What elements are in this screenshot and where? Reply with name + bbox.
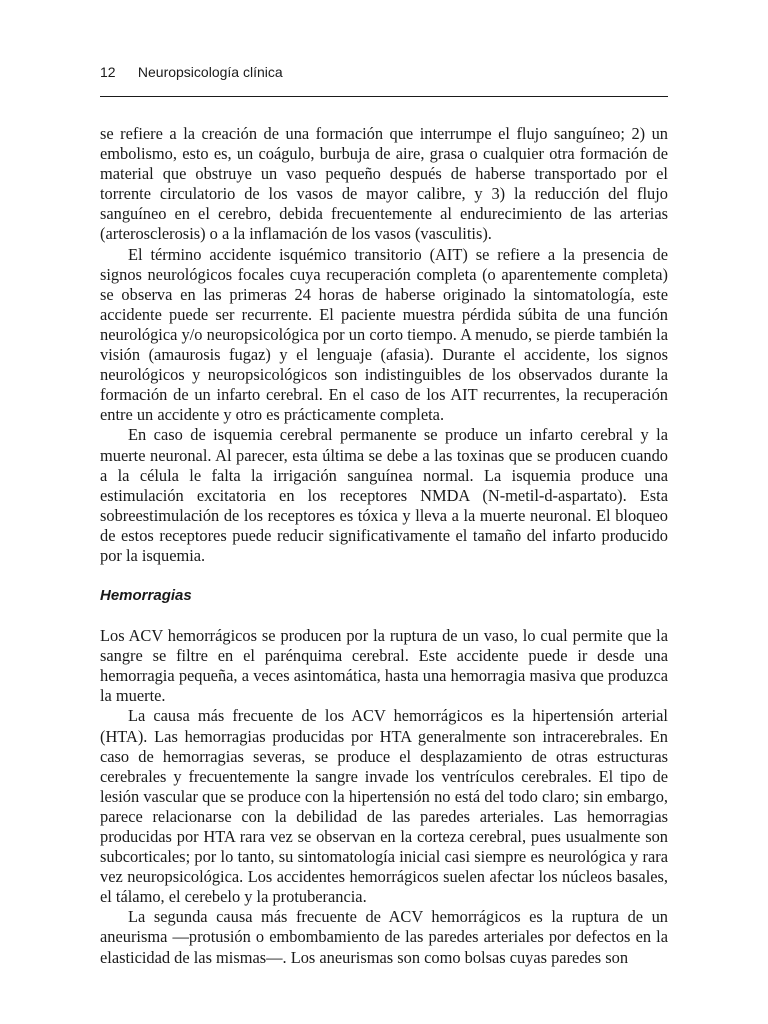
section-heading: Hemorragias [100, 587, 192, 605]
page-body [100, 124, 668, 968]
paragraph: Los ACV hemorrágicos se producen por la ruptura de un vaso, lo cual permite que la sangre se filtre en el parénquima cerebral. Este accidente puede ir desde una hemorragia pequeña, a veces asintomática, hasta una hemorragia masiva que produzca la muerte. [100, 626, 668, 706]
paragraph: El término accidente isquémico transitorio (AIT) se refiere a la presencia de signos neurológicos focales cuya recuperación completa (o aparentemente completa) se observa en las primeras 24 horas de haberse originado la sintomatología, este accidente puede ser recurrente. El paciente muestra pérdida súbita de una función neurológica y/o neuropsicológica por un corto tiempo. A menudo, se pierde también la visión (amaurosis fugaz) y el lenguaje (afasia). Durante el accidente, los signos neurológicos y neuropsicológicos son indistinguibles de los observados durante la formación de un infarto cerebral. En el caso de los AIT recurrentes, la recuperación entre un accidente y otro es prácticamente completa. [100, 244, 668, 425]
running-header [100, 64, 668, 88]
page-number: 12 [100, 64, 116, 80]
running-title: Neuropsicología clínica [137, 64, 283, 80]
header-rule [100, 96, 668, 97]
paragraph: En caso de isquemia cerebral permanente se produce un infarto cerebral y la muerte neuronal. Al parecer, esta última se debe a las toxinas que se producen cuando a la célula le falta la irrigación sanguínea normal. La isquemia produce una estimulación excitatoria en los receptores NMDA (N-metil-d-aspartato). Esta sobreestimulación de los receptores es tóxica y lleva a la muerte neuronal. El bloqueo de estos receptores puede reducir significativamente el tamaño del infarto producido por la isquemia. [100, 425, 668, 565]
paragraph: se refiere a la creación de una formación que interrumpe el flujo sanguíneo; 2) un embolismo, esto es, un coágulo, burbuja de aire, grasa o cualquier otra formación de material que obstruye un vaso pequeño después de haberse transportado por el torrente circulatorio de los vasos de mayor calibre, y 3) la reducción del flujo sanguíneo en el cerebro, debida frecuentemente al endurecimiento de las arterias (arterosclerosis) o a la inflamación de los vasos (vasculitis). [100, 124, 668, 244]
paragraph: La segunda causa más frecuente de ACV hemorrágicos es la ruptura de un aneurisma —protusión o embombamiento de las paredes arteriales por defectos en la elasticidad de las mismas—. Los aneurismas son como bolsas cuyas paredes son [100, 907, 668, 967]
paragraph: La causa más frecuente de los ACV hemorrágicos es la hipertensión arterial (HTA). Las hemorragias producidas por HTA generalmente son intracerebrales. En caso de hemorragias severas, se produce el desplazamiento de otras estructuras cerebrales y frecuentemente la sangre invade los ventrículos cerebrales. El tipo de lesión vascular que se produce con la hipertensión no está del todo claro; sin embargo, parece relacionarse con la debilidad de las paredes arteriales. Las hemorragias producidas por HTA rara vez se observan en la corteza cerebral, pues usualmente son subcorticales; por lo tanto, su sintomatología inicial casi siempre es neurológica y rara vez neuropsicológica. Los accidentes hemorrágicos suelen afectar los núcleos basales, el tálamo, el cerebelo y la protuberancia. [100, 706, 668, 907]
